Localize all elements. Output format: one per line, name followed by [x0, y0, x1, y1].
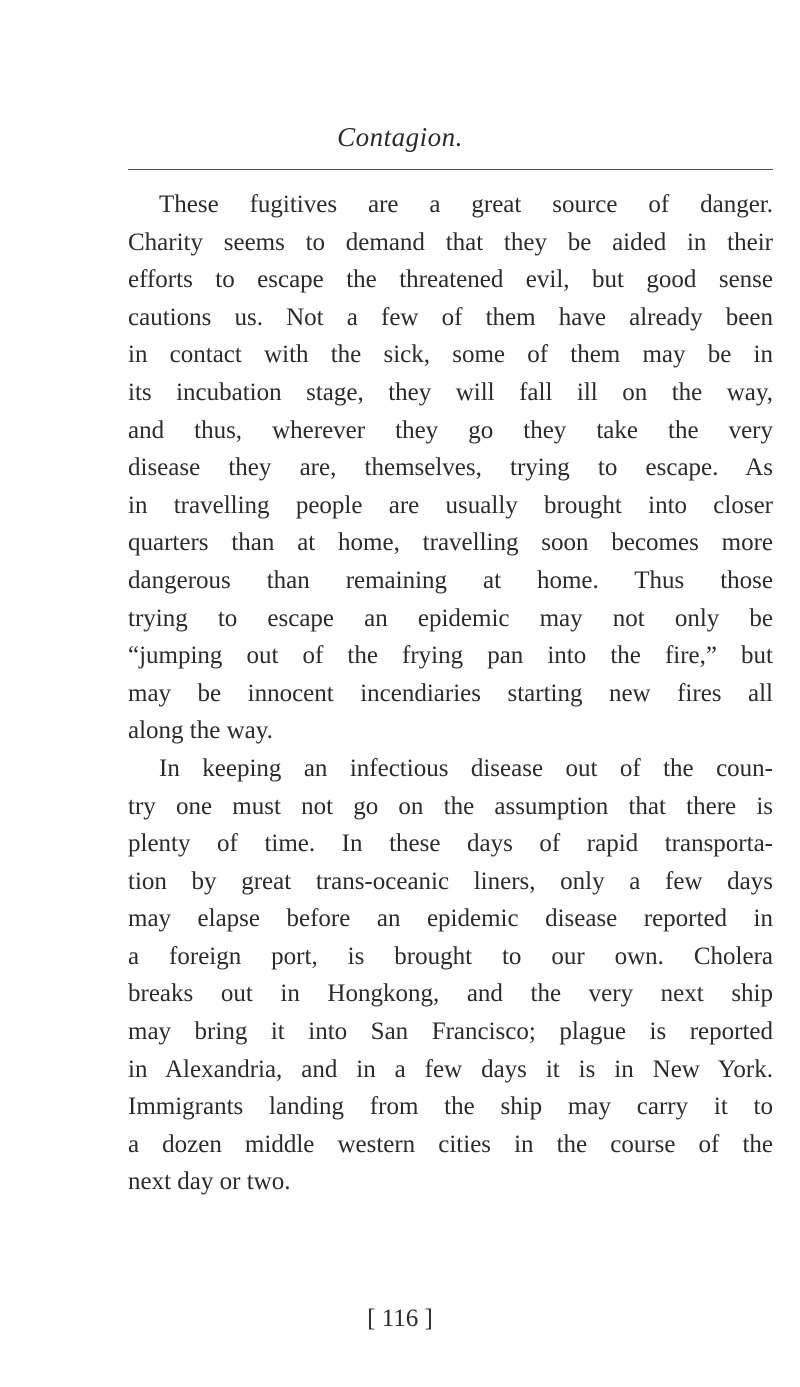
- text-line: Charity seems to demand that they be aided in their: [128, 228, 773, 256]
- text-line: and thus, wherever they go they take the very: [128, 416, 773, 444]
- body-text: [128, 186, 773, 1201]
- text-line: Immigrants landing from the ship may carry it to: [128, 1093, 773, 1121]
- text-line: quarters than at home, travelling soon becomes more: [128, 529, 773, 557]
- text-line: plenty of time. In these days of rapid transporta-: [128, 830, 773, 858]
- text-line: in Alexandria, and in a few days it is in New York.: [128, 1055, 773, 1083]
- text-line: may bring it into San Francisco; plague is reported: [128, 1018, 773, 1046]
- header-rule: [128, 169, 773, 170]
- text-line: “jumping out of the frying pan into the fire,” but: [128, 642, 773, 670]
- text-line: dangerous than remaining at home. Thus those: [128, 566, 773, 594]
- text-line: try one must not go on the assumption that there is: [128, 792, 773, 820]
- text-line: along the way.: [128, 717, 273, 745]
- text-line: next day or two.: [128, 1168, 291, 1196]
- text-line: a foreign port, is brought to our own. Cholera: [128, 942, 773, 970]
- text-line: its incubation stage, they will fall ill on the way,: [128, 378, 773, 406]
- text-line: a dozen middle western cities in the course of the: [128, 1130, 773, 1158]
- text-line: tion by great trans-oceanic liners, only a few days: [128, 867, 773, 895]
- text-line: These fugitives are a great source of danger.: [159, 191, 773, 218]
- text-line: disease they are, themselves, trying to escape. As: [128, 454, 773, 482]
- page-number: [ 116 ]: [367, 1305, 433, 1332]
- text-line: trying to escape an epidemic may not only be: [128, 604, 773, 632]
- text-line: in travelling people are usually brought into closer: [128, 491, 773, 519]
- text-line: may elapse before an epidemic disease reported in: [128, 905, 773, 933]
- text-line: in contact with the sick, some of them may be in: [128, 341, 773, 369]
- text-line: cautions us. Not a few of them have already been: [128, 303, 773, 331]
- running-head: Contagion.: [337, 122, 463, 152]
- text-line: breaks out in Hongkong, and the very next ship: [128, 980, 773, 1008]
- text-line: In keeping an infectious disease out of the coun-: [159, 754, 773, 782]
- text-line: may be innocent incendiaries starting new fires all: [128, 679, 773, 707]
- text-line: efforts to escape the threatened evil, but good sense: [128, 266, 773, 294]
